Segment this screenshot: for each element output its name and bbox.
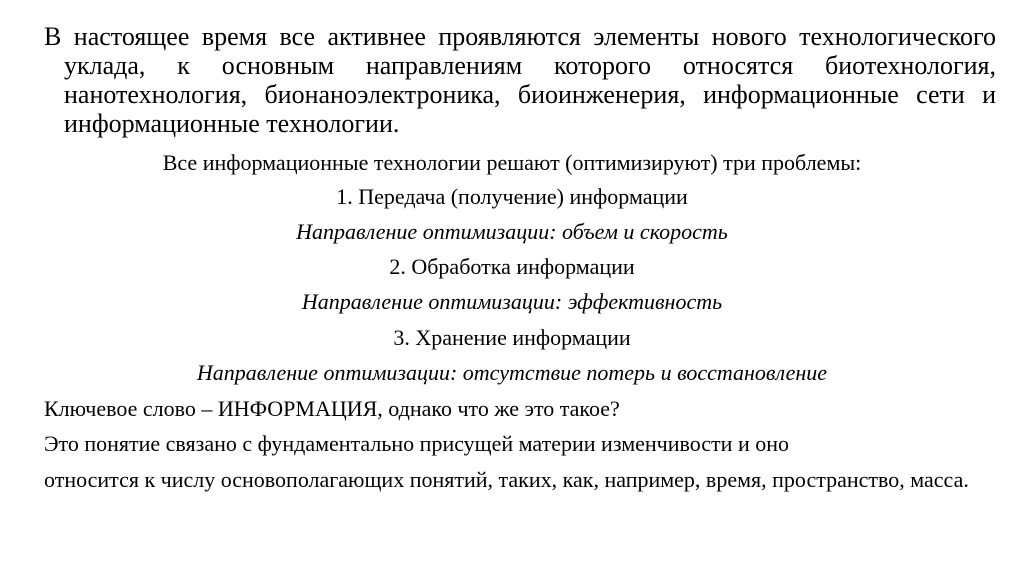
keyword-line: Ключевое слово – ИНФОРМАЦИЯ, однако что же это такое? xyxy=(44,396,620,421)
intro-paragraph: В настоящее время все активнее проявляются элементы нового технологического уклада, к основным направлениям которого относятся биотехнология, нанотехнология, бионаноэлектроника, биоинженерия, информационные сети и информационные технологии. xyxy=(44,22,996,138)
concept-line-2: относится к числу основополагающих понятий, таких, как, например, время, пространство, масса. xyxy=(44,467,969,492)
problem-1-title: 1. Передача (получение) информации xyxy=(336,184,688,209)
concept-line-1: Это понятие связано с фундаментально присущей материи изменчивости и оно xyxy=(44,431,789,456)
problem-3-title: 3. Хранение информации xyxy=(393,325,631,350)
problem-1-direction: Направление оптимизации: объем и скорость xyxy=(296,219,728,244)
problem-2-direction: Направление оптимизации: эффективность xyxy=(301,289,723,314)
problem-3-direction: Направление оптимизации: отсутствие потерь и восстановление xyxy=(196,360,828,385)
problem-2-title: 2. Обработка информации xyxy=(389,254,635,279)
problems-heading: Все информационные технологии решают (оптимизируют) три проблемы: xyxy=(162,150,862,175)
